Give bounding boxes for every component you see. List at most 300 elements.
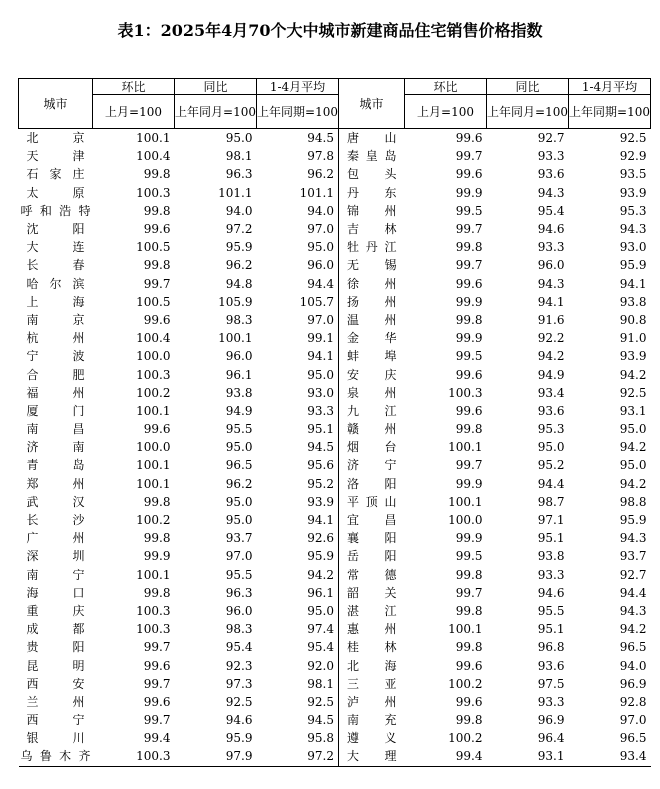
mom-value-right: 99.6: [455, 694, 483, 709]
mom-value-right: 99.9: [455, 185, 483, 200]
yoy-value-right: 94.9: [537, 367, 565, 382]
mom-base-left: 上月=100: [93, 95, 175, 129]
avg-value-left: 97.0: [307, 312, 334, 327]
yoy-value-right: 92.2: [537, 331, 565, 346]
avg-value-left: 93.9: [307, 494, 334, 509]
avg-value-right: 95.9: [619, 258, 647, 273]
avg-value-right: 98.8: [619, 494, 647, 509]
city-name-left: 西宁: [26, 713, 85, 728]
avg-value-right: 94.2: [619, 622, 647, 637]
table-header: [19, 79, 651, 129]
yoy-value-right: 95.2: [537, 458, 565, 473]
mom-value-left: 99.8: [143, 585, 171, 600]
table-row: [19, 547, 651, 565]
avg-value-left: 95.4: [307, 640, 334, 655]
city-name-right: 遵义: [339, 729, 405, 747]
avg-value-left: 95.0: [307, 240, 334, 255]
mom-value-left: 100.2: [136, 513, 171, 528]
avg-value-right: 93.1: [619, 403, 647, 418]
table-row: [19, 729, 651, 747]
mom-value-left: 100.1: [136, 131, 171, 146]
table-row: [19, 456, 651, 474]
mom-value-left: 100.3: [136, 622, 171, 637]
avg-value-left: 94.5: [307, 440, 334, 455]
yoy-value-right: 93.3: [537, 567, 565, 582]
mom-value-right: 100.1: [448, 494, 483, 509]
city-name-left: 郑州: [26, 476, 85, 491]
mom-value-right: 99.6: [455, 658, 483, 673]
mom-value-left: 100.3: [136, 185, 171, 200]
mom-header-left: 环比: [93, 79, 175, 95]
yoy-value-right: 96.4: [537, 731, 565, 746]
avg-value-right: 94.3: [619, 603, 647, 618]
avg-value-right: 93.5: [619, 167, 647, 182]
city-name-right: 温州: [339, 311, 405, 329]
mom-value-left: 100.4: [136, 149, 171, 164]
city-name-left: 天津: [26, 149, 85, 164]
avg-value-left: 105.7: [299, 294, 334, 309]
table-row: [19, 620, 651, 638]
city-name-right: 秦皇岛: [339, 147, 405, 165]
yoy-value-right: 94.6: [537, 222, 565, 237]
yoy-value-left: 98.3: [225, 622, 253, 637]
yoy-value-right: 97.5: [537, 676, 565, 691]
mom-value-left: 99.7: [143, 713, 171, 728]
avg-base-right: 上年同期=100: [569, 95, 651, 129]
city-name-right: 三亚: [339, 675, 405, 693]
mom-value-right: 99.8: [455, 640, 483, 655]
mom-value-right: 99.6: [455, 276, 483, 291]
city-name-left: 成都: [26, 622, 85, 637]
table-title: 表1：2025年4月70个大中城市新建商品住宅销售价格指数: [117, 21, 543, 40]
yoy-value-right: 93.3: [537, 240, 565, 255]
avg-value-right: 97.0: [619, 713, 647, 728]
city-name-left: 广州: [26, 531, 85, 546]
table-row: [19, 475, 651, 493]
yoy-value-right: 93.4: [537, 385, 565, 400]
mom-value-right: 99.6: [455, 167, 483, 182]
avg-value-left: 97.2: [257, 747, 339, 766]
mom-value-right: 99.8: [455, 312, 483, 327]
avg-value-right: 94.2: [619, 440, 647, 455]
yoy-value-left: 98.3: [225, 312, 253, 327]
city-name-left: 南宁: [26, 567, 85, 582]
yoy-value-right: 93.6: [537, 167, 565, 182]
mom-value-left: 100.1: [136, 403, 171, 418]
avg-value-left: 94.0: [307, 203, 334, 218]
yoy-base-left: 上年同月=100: [175, 95, 257, 129]
avg-value-left: 97.8: [307, 149, 334, 164]
avg-value-right: 96.9: [619, 676, 647, 691]
avg-value-left: 94.1: [307, 513, 334, 528]
city-name-right: 蚌埠: [339, 347, 405, 365]
yoy-value-left: 95.0: [225, 494, 253, 509]
city-name-right: 平顶山: [339, 493, 405, 511]
table-row: [19, 656, 651, 674]
avg-value-right: 96.5: [619, 640, 647, 655]
table-row: [19, 202, 651, 220]
city-name-right: 无锡: [339, 256, 405, 274]
mom-value-right: 99.4: [405, 747, 487, 766]
mom-value-left: 99.6: [143, 222, 171, 237]
avg-value-right: 91.0: [619, 331, 647, 346]
city-name-left: 青岛: [26, 458, 85, 473]
city-name-right: 北海: [339, 656, 405, 674]
mom-value-left: 99.8: [143, 167, 171, 182]
avg-value-left: 92.5: [307, 694, 334, 709]
avg-header-right: 1-4月平均: [569, 79, 651, 95]
table-body: [19, 129, 651, 767]
city-name-left: 北京: [26, 131, 85, 146]
mom-value-right: 100.2: [448, 676, 483, 691]
yoy-value-left: 94.9: [225, 403, 253, 418]
city-name-left: 太原: [26, 185, 85, 200]
city-name-right: 九江: [339, 402, 405, 420]
yoy-value-left: 93.7: [225, 531, 253, 546]
yoy-value-right: 95.1: [537, 531, 565, 546]
yoy-value-right: 94.3: [537, 185, 565, 200]
city-header-right: 城市: [339, 79, 405, 129]
table-row: [19, 529, 651, 547]
avg-value-left: 92.6: [307, 531, 334, 546]
city-name-left: 贵阳: [26, 640, 85, 655]
yoy-value-left: 100.1: [218, 331, 253, 346]
city-name-left: 西安: [26, 676, 85, 691]
avg-value-right: 95.3: [619, 203, 647, 218]
mom-value-right: 100.2: [448, 731, 483, 746]
yoy-value-left: 96.5: [225, 458, 253, 473]
yoy-value-right: 97.1: [537, 513, 565, 528]
yoy-value-left: 96.3: [225, 167, 253, 182]
avg-value-left: 94.1: [307, 349, 334, 364]
city-name-left: 福州: [26, 385, 85, 400]
mom-value-left: 99.8: [143, 494, 171, 509]
avg-value-left: 94.2: [307, 567, 334, 582]
city-name-right: 吉林: [339, 220, 405, 238]
city-name-right: 丹东: [339, 184, 405, 202]
avg-value-right: 94.1: [619, 276, 647, 291]
city-name-left: 长春: [26, 258, 85, 273]
yoy-value-right: 93.8: [537, 549, 565, 564]
city-name-right: 牡丹江: [339, 238, 405, 256]
avg-value-left: 95.1: [307, 422, 334, 437]
city-name-left: 乌鲁木齐: [19, 747, 93, 766]
mom-value-right: 99.8: [455, 240, 483, 255]
table-row: [19, 329, 651, 347]
city-name-right: 烟台: [339, 438, 405, 456]
mom-value-left: 100.3: [136, 367, 171, 382]
avg-value-right: 92.5: [619, 131, 647, 146]
table-row: [19, 311, 651, 329]
city-name-right: 济宁: [339, 456, 405, 474]
mom-value-left: 99.7: [143, 276, 171, 291]
avg-value-left: 95.8: [307, 731, 334, 746]
mom-value-left: 100.5: [136, 294, 171, 309]
avg-value-left: 95.6: [307, 458, 334, 473]
yoy-value-left: 96.0: [225, 349, 253, 364]
yoy-value-right: 93.6: [537, 658, 565, 673]
city-name-right: 洛阳: [339, 475, 405, 493]
yoy-value-left: 97.3: [225, 676, 253, 691]
avg-value-right: 93.7: [619, 549, 647, 564]
table-row: [19, 602, 651, 620]
city-name-right: 常德: [339, 566, 405, 584]
yoy-value-left: 96.2: [225, 476, 253, 491]
city-name-right: 赣州: [339, 420, 405, 438]
table-row: [19, 129, 651, 148]
city-name-right: 襄阳: [339, 529, 405, 547]
city-name-left: 上海: [26, 294, 85, 309]
avg-value-right: 92.8: [619, 694, 647, 709]
table-row: [19, 165, 651, 183]
avg-value-left: 96.2: [307, 167, 334, 182]
city-name-right: 湛江: [339, 602, 405, 620]
yoy-value-left: 105.9: [218, 294, 253, 309]
mom-value-right: 99.7: [455, 149, 483, 164]
yoy-value-left: 97.0: [225, 549, 253, 564]
city-name-left: 深圳: [26, 549, 85, 564]
mom-value-right: 100.1: [448, 622, 483, 637]
mom-value-left: 99.9: [143, 549, 171, 564]
yoy-value-left: 95.5: [225, 422, 253, 437]
city-name-right: 大理: [339, 747, 405, 766]
city-name-left: 南京: [26, 312, 85, 327]
city-name-right: 锦州: [339, 202, 405, 220]
city-name-left: 大连: [26, 240, 85, 255]
table-row: [19, 293, 651, 311]
avg-value-left: 97.4: [307, 622, 334, 637]
mom-value-left: 100.4: [136, 331, 171, 346]
price-index-table: [18, 78, 651, 767]
avg-value-right: 93.9: [619, 185, 647, 200]
avg-value-right: 96.5: [619, 731, 647, 746]
yoy-base-right: 上年同月=100: [487, 95, 569, 129]
city-name-left: 呼和浩特: [20, 203, 91, 218]
city-name-left: 南昌: [26, 422, 85, 437]
mom-value-right: 99.6: [455, 403, 483, 418]
table-row: [19, 711, 651, 729]
mom-value-left: 100.0: [136, 440, 171, 455]
table-row: [19, 147, 651, 165]
yoy-value-left: 96.3: [225, 585, 253, 600]
mom-value-left: 100.1: [136, 458, 171, 473]
table-row: [19, 184, 651, 202]
yoy-value-left: 94.0: [225, 203, 253, 218]
yoy-value-right: 94.2: [537, 349, 565, 364]
mom-value-left: 100.5: [136, 240, 171, 255]
yoy-value-right: 93.6: [537, 403, 565, 418]
city-name-right: 宜昌: [339, 511, 405, 529]
yoy-value-right: 92.7: [537, 131, 565, 146]
city-name-right: 包头: [339, 165, 405, 183]
avg-value-left: 96.1: [307, 585, 334, 600]
avg-value-left: 96.0: [307, 258, 334, 273]
mom-value-left: 100.3: [93, 747, 175, 766]
city-name-left: 合肥: [26, 367, 85, 382]
mom-value-right: 99.7: [455, 222, 483, 237]
city-name-left: 厦门: [26, 403, 85, 418]
table-row: [19, 747, 651, 766]
table-row: [19, 511, 651, 529]
mom-value-left: 100.0: [136, 349, 171, 364]
avg-value-right: 94.3: [619, 531, 647, 546]
avg-value-left: 101.1: [299, 185, 334, 200]
table-row: [19, 256, 651, 274]
yoy-value-left: 92.3: [225, 658, 253, 673]
city-name-left: 哈尔滨: [26, 276, 85, 291]
table-row: [19, 384, 651, 402]
city-header-left: 城市: [19, 79, 93, 129]
table-row: [19, 275, 651, 293]
table-row: [19, 347, 651, 365]
yoy-value-left: 94.6: [225, 713, 253, 728]
yoy-value-left: 95.0: [225, 131, 253, 146]
mom-value-left: 100.1: [136, 476, 171, 491]
mom-value-right: 99.7: [455, 458, 483, 473]
avg-value-right: 95.9: [619, 513, 647, 528]
yoy-value-left: 95.4: [225, 640, 253, 655]
table-row: [19, 438, 651, 456]
city-name-right: 岳阳: [339, 547, 405, 565]
yoy-value-left: 95.0: [225, 513, 253, 528]
avg-value-left: 93.3: [307, 403, 334, 418]
mom-value-left: 99.6: [143, 694, 171, 709]
yoy-value-right: 95.3: [537, 422, 565, 437]
table-row: [19, 365, 651, 383]
mom-value-right: 99.9: [455, 294, 483, 309]
yoy-value-left: 98.1: [225, 149, 253, 164]
avg-value-right: 94.2: [619, 367, 647, 382]
mom-value-right: 99.8: [455, 567, 483, 582]
yoy-value-right: 94.6: [537, 585, 565, 600]
table-row: [19, 675, 651, 693]
avg-value-right: 94.0: [619, 658, 647, 673]
mom-value-right: 99.6: [455, 367, 483, 382]
yoy-header-right: 同比: [487, 79, 569, 95]
avg-value-right: 95.0: [619, 458, 647, 473]
avg-value-right: 93.4: [569, 747, 651, 766]
mom-value-left: 99.6: [143, 658, 171, 673]
yoy-value-right: 94.1: [537, 294, 565, 309]
mom-value-right: 99.9: [455, 476, 483, 491]
city-name-right: 金华: [339, 329, 405, 347]
mom-value-right: 99.6: [455, 131, 483, 146]
yoy-value-left: 97.9: [175, 747, 257, 766]
mom-value-right: 99.5: [455, 549, 483, 564]
yoy-value-right: 95.0: [537, 440, 565, 455]
yoy-value-right: 94.3: [537, 276, 565, 291]
mom-value-right: 99.7: [455, 258, 483, 273]
yoy-value-left: 95.9: [225, 240, 253, 255]
yoy-value-right: 96.9: [537, 713, 565, 728]
avg-value-left: 92.0: [307, 658, 334, 673]
city-name-left: 济南: [26, 440, 85, 455]
yoy-value-right: 93.3: [537, 694, 565, 709]
city-name-left: 沈阳: [26, 222, 85, 237]
yoy-header-left: 同比: [175, 79, 257, 95]
city-name-left: 昆明: [26, 658, 85, 673]
mom-value-right: 99.8: [455, 603, 483, 618]
avg-value-left: 94.4: [307, 276, 334, 291]
city-name-right: 南充: [339, 711, 405, 729]
avg-value-right: 93.9: [619, 349, 647, 364]
avg-header-left: 1-4月平均: [257, 79, 339, 95]
table-row: [19, 693, 651, 711]
table-row: [19, 493, 651, 511]
mom-value-left: 99.6: [143, 312, 171, 327]
mom-value-right: 99.5: [455, 203, 483, 218]
city-name-right: 惠州: [339, 620, 405, 638]
avg-value-right: 94.4: [619, 585, 647, 600]
mom-base-right: 上月=100: [405, 95, 487, 129]
avg-value-left: 95.9: [307, 549, 334, 564]
avg-value-right: 92.9: [619, 149, 647, 164]
avg-value-left: 93.0: [307, 385, 334, 400]
avg-value-left: 95.0: [307, 603, 334, 618]
yoy-value-left: 96.1: [225, 367, 253, 382]
yoy-value-left: 95.5: [225, 567, 253, 582]
table-row: [19, 420, 651, 438]
mom-value-right: 99.7: [455, 585, 483, 600]
mom-value-right: 99.5: [455, 349, 483, 364]
avg-value-right: 93.8: [619, 294, 647, 309]
city-name-right: 韶关: [339, 584, 405, 602]
yoy-value-left: 96.2: [225, 258, 253, 273]
yoy-value-right: 96.0: [537, 258, 565, 273]
city-name-left: 重庆: [26, 603, 85, 618]
yoy-value-right: 98.7: [537, 494, 565, 509]
avg-value-left: 95.2: [307, 476, 334, 491]
mom-value-left: 99.7: [143, 640, 171, 655]
mom-value-left: 99.7: [143, 676, 171, 691]
city-name-left: 兰州: [26, 694, 85, 709]
table-row: [19, 220, 651, 238]
yoy-value-left: 93.8: [225, 385, 253, 400]
avg-value-right: 92.5: [619, 385, 647, 400]
avg-value-left: 94.5: [307, 131, 334, 146]
yoy-value-left: 96.0: [225, 603, 253, 618]
yoy-value-left: 95.9: [225, 731, 253, 746]
table-row: [19, 584, 651, 602]
yoy-value-left: 95.0: [225, 440, 253, 455]
city-name-right: 徐州: [339, 275, 405, 293]
table-row: [19, 402, 651, 420]
yoy-value-right: 93.1: [487, 747, 569, 766]
city-name-left: 长沙: [26, 513, 85, 528]
avg-value-left: 95.0: [307, 367, 334, 382]
yoy-value-right: 95.1: [537, 622, 565, 637]
yoy-value-left: 97.2: [225, 222, 253, 237]
mom-value-left: 100.3: [136, 603, 171, 618]
avg-value-right: 94.3: [619, 222, 647, 237]
yoy-value-right: 95.5: [537, 603, 565, 618]
mom-value-right: 99.9: [455, 531, 483, 546]
mom-value-left: 99.8: [143, 531, 171, 546]
avg-value-left: 94.5: [307, 713, 334, 728]
avg-value-right: 90.8: [619, 312, 647, 327]
table-row: [19, 638, 651, 656]
avg-value-right: 92.7: [619, 567, 647, 582]
city-name-right: 泸州: [339, 693, 405, 711]
yoy-value-right: 91.6: [537, 312, 565, 327]
mom-value-right: 100.3: [448, 385, 483, 400]
city-name-right: 扬州: [339, 293, 405, 311]
mom-value-left: 100.1: [136, 567, 171, 582]
mom-header-right: 环比: [405, 79, 487, 95]
mom-value-right: 99.9: [455, 331, 483, 346]
avg-value-right: 94.2: [619, 476, 647, 491]
city-name-right: 安庆: [339, 365, 405, 383]
